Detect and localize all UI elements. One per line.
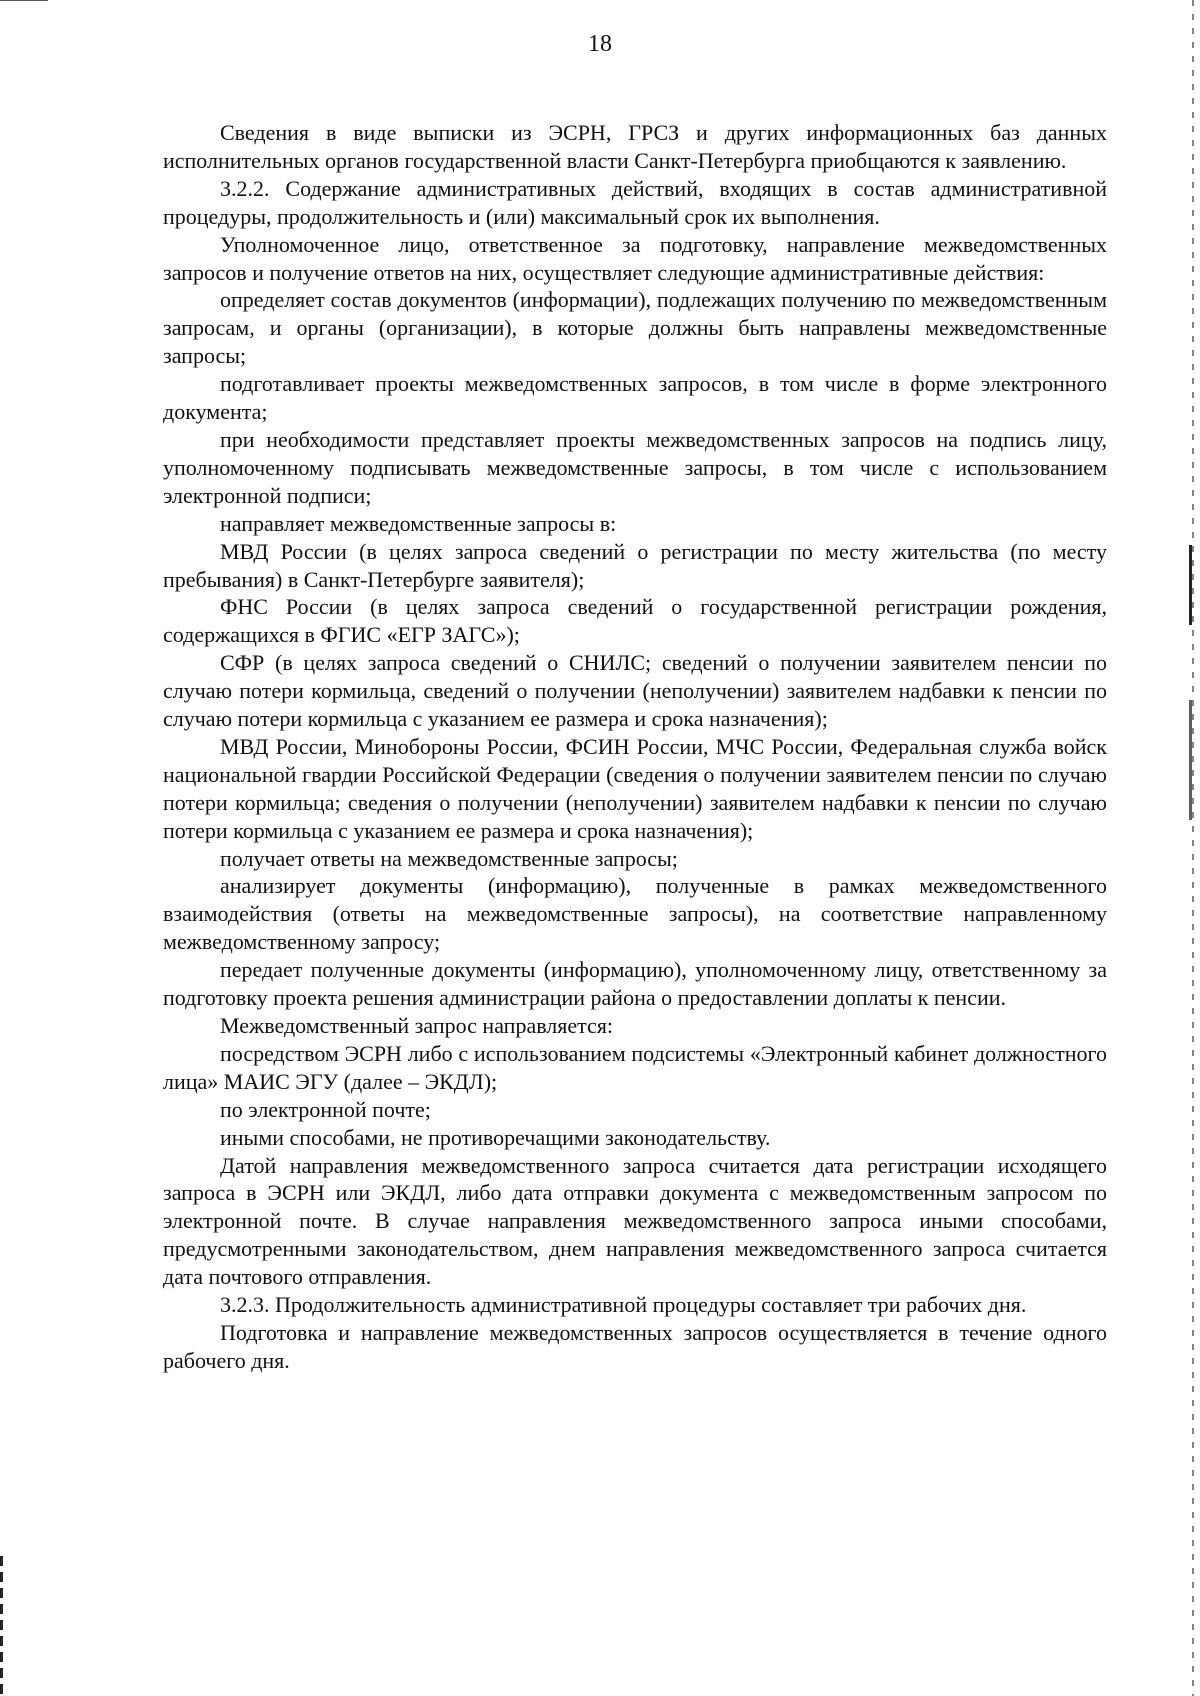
list-item: ФНС России (в целях запроса сведений о государственной регистрации рождения, содержащихся в ФГИС «ЕГР ЗАГС»); [163,594,1107,648]
page-number: 18 [588,31,612,57]
scan-artifact-right-mark [1189,545,1192,625]
list-item: МВД России (в целях запроса сведений о регистрации по месту жительства (по месту пребывания) в Санкт-Петербурге заявителя); [163,538,1107,592]
document-body [163,119,1107,1375]
paragraph: Датой направления межведомственного запроса считается дата регистрации исходящего запроса в ЭСРН или ЭКДЛ, либо дата отправки документа с межведомственным запросом по электронной почте. В случае направления межведомственного запроса иными способами, предусмотренными законодательством, днем направления межведомственного запроса считается дата почтового отправления. [163,1152,1107,1290]
list-item: получает ответы на межведомственные запросы; [220,845,678,871]
list-item: передает полученные документы (информацию), уполномоченному лицу, ответственному за подготовку проекта решения администрации района о предоставлении доплаты к пенсии. [163,957,1107,1011]
scan-artifact-left-edge [0,1556,3,1696]
paragraph: Сведения в виде выписки из ЭСРН, ГРСЗ и других информационных баз данных исполнительных органов государственной власти Санкт-Петербурга приобщаются к заявлению. [163,120,1107,173]
scan-artifact-top-line [0,0,48,1]
scan-artifact-right-mark-2 [1189,700,1192,820]
list-item: по электронной почте; [220,1096,431,1122]
section-heading-3-2-3: 3.2.3. Продолжительность административной процедуры составляет три рабочих дня. [220,1292,1027,1318]
list-item: определяет состав документов (информации), подлежащих получению по межведомственным запросам, и органы (организации), в которые должны быть направлены межведомственные запросы; [163,287,1107,369]
section-heading-3-2-2: 3.2.2. Содержание административных действий, входящих в состав административной процедуры, продолжительность и (или) максимальный срок их выполнения. [163,175,1107,229]
list-item: при необходимости представляет проекты межведомственных запросов на подпись лицу, уполномоченному подписывать межведомственные запросы, в том числе с использованием электронной подписи; [163,426,1107,508]
paragraph: Уполномоченное лицо, ответственное за подготовку, направление межведомственных запросов и получение ответов на них, осуществляет следующие административные действия: [163,231,1107,285]
list-item: иными способами, не противоречащими законодательству. [220,1124,771,1150]
list-item: подготавливает проекты межведомственных запросов, в том числе в форме электронного документа; [163,371,1107,425]
list-item: посредством ЭСРН либо с использованием подсистемы «Электронный кабинет должностного лица» МАИС ЭГУ (далее – ЭКДЛ); [163,1040,1107,1094]
scan-artifact-right-edge [1192,0,1194,1696]
list-item: МВД России, Минобороны России, ФСИН России, МЧС России, Федеральная служба войск национальной гвардии Российской Федерации (сведения о получении заявителем пенсии по случаю потери кормильца; сведения о получении (неполучении) заявителем надбавки к пенсии по случаю потери кормильца с указанием ее размера и срока назначения); [163,733,1107,843]
paragraph: Межведомственный запрос направляется: [220,1013,614,1038]
list-item: направляет межведомственные запросы в: [220,510,617,536]
paragraph: Подготовка и направление межведомственных запросов осуществляется в течение одного рабочего дня. [163,1319,1107,1373]
list-item: анализирует документы (информацию), полученные в рамках межведомственного взаимодействия (ответы на межведомственные запросы), на соответствие направленному межведомственному запросу; [163,873,1107,955]
list-item: СФР (в целях запроса сведений о СНИЛС; сведений о получении заявителем пенсии по случаю потери кормильца, сведений о получении (неполучении) заявителем надбавки к пенсии по случаю потери кормильца с указанием ее размера и срока назначения); [163,650,1107,732]
